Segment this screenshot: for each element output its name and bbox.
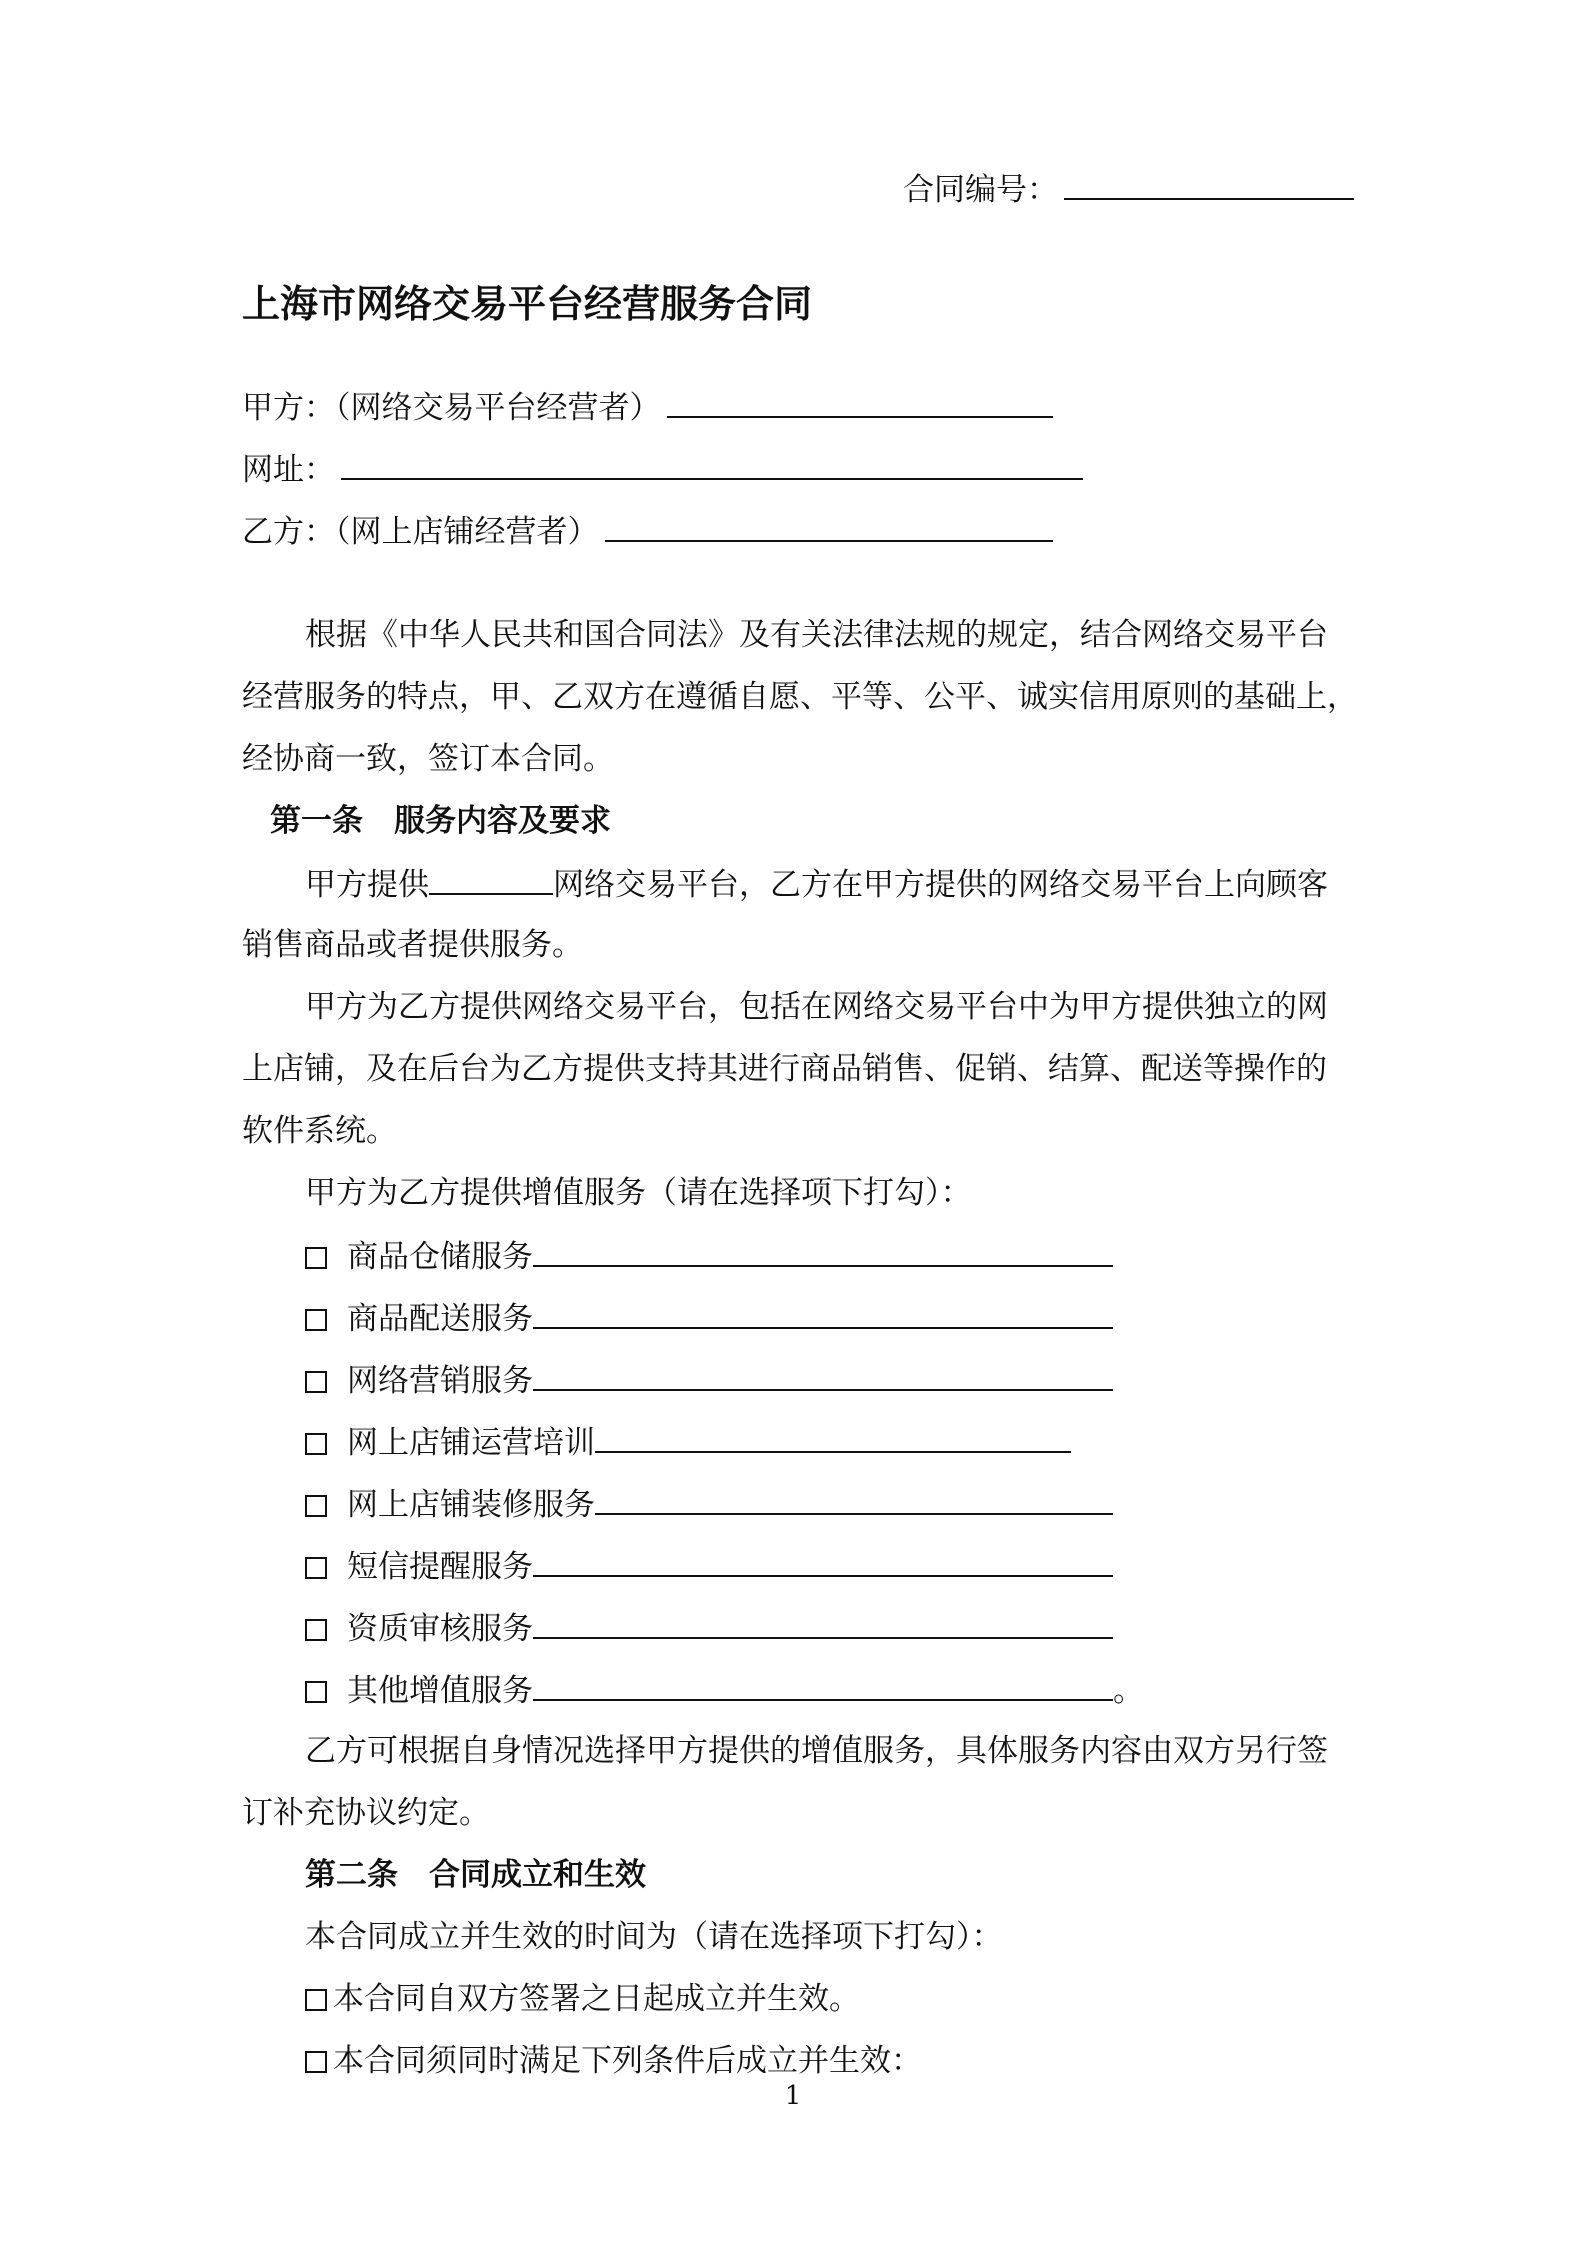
preamble-line-2: 经营服务的特点，甲、乙双方在遵循自愿、平等、公平、诚实信用原则的基础上， <box>242 679 1358 715</box>
service-checkbox[interactable] <box>305 1433 327 1455</box>
party-a-row <box>242 386 1053 428</box>
service-item <box>305 1545 1113 1587</box>
article-1-para-4-line-1: 乙方可根据自身情况选择甲方提供的增值服务，具体服务内容由双方另行签 <box>305 1733 1328 1769</box>
article-2-para-1: 本合同成立并生效的时间为（请在选择项下打勾）： <box>305 1919 1003 1955</box>
service-item <box>305 1235 1113 1277</box>
article-1-para-2-line-2: 上店铺，及在后台为乙方提供支持其进行商品销售、促销、结算、配送等操作的 <box>242 1051 1327 1087</box>
service-label: 网络营销服务 <box>347 1363 533 1399</box>
service-item <box>305 1669 1144 1711</box>
service-label: 网上店铺装修服务 <box>347 1487 595 1523</box>
service-detail-field[interactable] <box>533 1669 1113 1701</box>
article-1-para-1-line-2: 销售商品或者提供服务。 <box>242 927 583 963</box>
article-1-para-2-line-3: 软件系统。 <box>242 1113 397 1149</box>
article-1-para-3: 甲方为乙方提供增值服务（请在选择项下打勾）： <box>305 1175 972 1211</box>
platform-name-field[interactable] <box>429 863 553 895</box>
service-checkbox[interactable] <box>305 1247 327 1269</box>
service-checkbox[interactable] <box>305 1371 327 1393</box>
service-item <box>305 1483 1113 1525</box>
service-label: 短信提醒服务 <box>347 1549 533 1585</box>
effect-option-1 <box>305 1979 860 2019</box>
article-1-para-1 <box>305 863 1328 905</box>
service-checkbox[interactable] <box>305 1495 327 1517</box>
article-1-para-4-line-2: 订补充协议约定。 <box>242 1795 490 1831</box>
service-label: 商品配送服务 <box>347 1301 533 1337</box>
service-label: 商品仓储服务 <box>347 1239 533 1275</box>
effect-option-label: 本合同须同时满足下列条件后成立并生效： <box>333 2043 922 2079</box>
page-number: 1 <box>784 2081 802 2111</box>
article-2-heading: 第二条 合同成立和生效 <box>305 1857 646 1893</box>
effect-option-checkbox[interactable] <box>305 2051 327 2073</box>
document-title: 上海市网络交易平台经营服务合同 <box>242 282 813 326</box>
article-1-heading: 第一条 服务内容及要求 <box>270 803 611 839</box>
service-detail-field[interactable] <box>595 1421 1071 1453</box>
preamble-line-1: 根据《中华人民共和国合同法》及有关法律法规的规定，结合网络交易平台 <box>305 617 1328 653</box>
service-item <box>305 1421 1071 1463</box>
service-label: 资质审核服务 <box>347 1611 533 1647</box>
service-item <box>305 1359 1113 1401</box>
article-1-para-2-line-1: 甲方为乙方提供网络交易平台，包括在网络交易平台中为甲方提供独立的网 <box>305 989 1328 1025</box>
service-detail-field[interactable] <box>595 1483 1113 1515</box>
website-field[interactable] <box>341 448 1083 480</box>
party-b-row <box>242 510 1053 552</box>
service-checkbox[interactable] <box>305 1557 327 1579</box>
platform-provide-text: 网络交易平台，乙方在甲方提供的网络交易平台上向顾客 <box>553 867 1328 903</box>
platform-provide-label: 甲方提供 <box>305 867 429 903</box>
service-detail-field[interactable] <box>533 1235 1113 1267</box>
service-checkbox[interactable] <box>305 1619 327 1641</box>
service-suffix: 。 <box>1113 1673 1144 1709</box>
service-item <box>305 1607 1113 1649</box>
effect-option-checkbox[interactable] <box>305 1989 327 2011</box>
contract-number-field[interactable] <box>1064 168 1354 200</box>
contract-number-row <box>903 168 1354 210</box>
service-label: 其他增值服务 <box>347 1673 533 1709</box>
party-a-field[interactable] <box>667 386 1053 418</box>
service-item <box>305 1297 1113 1339</box>
website-label: 网址： <box>242 452 335 488</box>
service-detail-field[interactable] <box>533 1297 1113 1329</box>
contract-number-label: 合同编号： <box>903 172 1058 208</box>
service-detail-field[interactable] <box>533 1359 1113 1391</box>
service-detail-field[interactable] <box>533 1607 1113 1639</box>
service-checkbox[interactable] <box>305 1681 327 1703</box>
website-row <box>242 448 1083 490</box>
preamble-line-3: 经协商一致，签订本合同。 <box>242 741 614 777</box>
party-b-field[interactable] <box>605 510 1053 542</box>
service-detail-field[interactable] <box>533 1545 1113 1577</box>
party-a-label: 甲方：（网络交易平台经营者） <box>242 390 661 426</box>
service-checkbox[interactable] <box>305 1309 327 1331</box>
party-b-label: 乙方：（网上店铺经营者） <box>242 514 599 550</box>
service-label: 网上店铺运营培训 <box>347 1425 595 1461</box>
effect-option-label: 本合同自双方签署之日起成立并生效。 <box>333 1981 860 2017</box>
effect-option-2 <box>305 2041 922 2081</box>
